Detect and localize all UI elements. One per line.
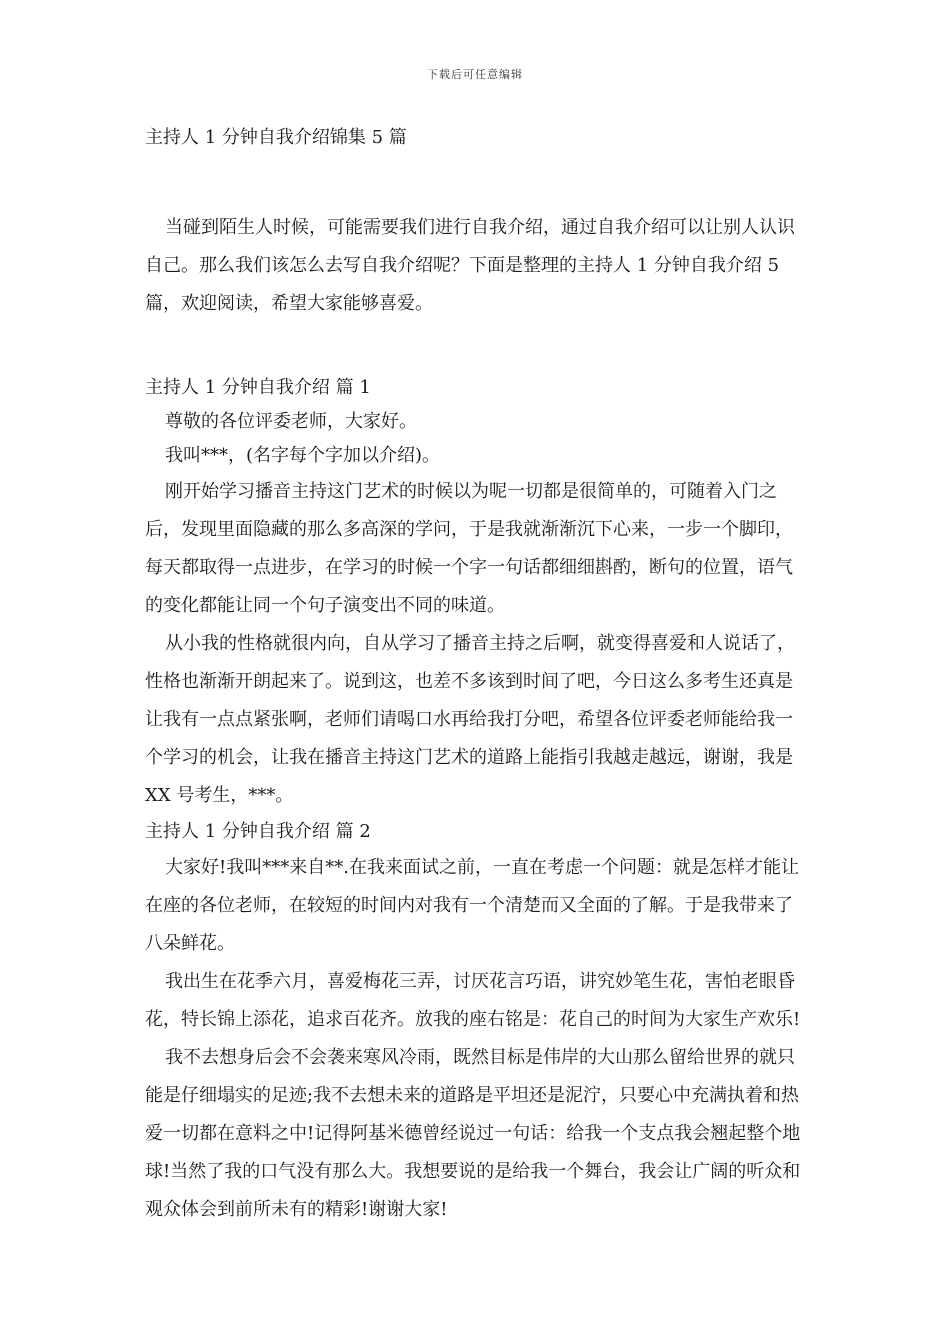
paragraph: 我出生在花季六月，喜爱梅花三弄，讨厌花言巧语，讲究妙笔生花，害怕老眼昏花，特长锦上添花，追求百花齐。放我的座右铭是：花自己的时间为大家生产欢乐! (145, 971, 801, 1030)
section-1 (145, 371, 807, 815)
section-2 (145, 815, 807, 1229)
paragraph: 从小我的性格就很内向，自从学习了播音主持之后啊，就变得喜爱和人说话了，性格也渐渐开朗起来了。说到这，也差不多该到时间了吧，今日这么多考生还真是让我有一点点紧张啊，老师们请喝口水再给我打分吧，希望各位评委老师能给我一个学习的机会，让我在播音主持这门艺术的道路上能指引我越走越远，谢谢，我是 XX 号考生，***。 (145, 633, 795, 806)
paragraph: 刚开始学习播音主持这门艺术的时候以为呢一切都是很简单的，可随着入门之后，发现里面隐藏的那么多高深的学问，于是我就渐渐沉下心来，一步一个脚印，每天都取得一点进步，在学习的时候一个字一句话都细细斟酌，断句的位置，语气的变化都能让同一个句子演变出不同的味道。 (145, 481, 793, 616)
intro-paragraph: 当碰到陌生人时候，可能需要我们进行自我介绍，通过自我介绍可以让别人认识自己。那么我们该怎么去写自我介绍呢？下面是整理的主持人 1 分钟自我介绍 5 篇，欢迎阅读，希望大家能够喜爱。 (145, 217, 795, 314)
paragraph: 尊敬的各位评委老师，大家好。 (165, 411, 417, 432)
page-header: 下载后可任意编辑 (427, 68, 523, 81)
section-title: 主持人 1 分钟自我介绍 篇 1 (145, 377, 371, 398)
paragraph: 我叫***，(名字每个字加以介绍)。 (165, 445, 441, 466)
paragraph: 大家好!我叫***来自**.在我来面试之前，一直在考虑一个问题：就是怎样才能让在座的各位老师，在较短的时间内对我有一个清楚而又全面的了解。于是我带来了八朵鲜花。 (145, 857, 799, 954)
section-title: 主持人 1 分钟自我介绍 篇 2 (145, 821, 371, 842)
document-title: 主持人 1 分钟自我介绍锦集 5 篇 (145, 127, 407, 148)
paragraph: 我不去想身后会不会袭来寒风冷雨，既然目标是伟岸的大山那么留给世界的就只能是仔细塌实的足迹;我不去想未来的道路是平坦还是泥泞，只要心中充满执着和热爱一切都在意料之中!记得阿基米德曾经说过一句话：给我一个支点我会翘起整个地球!当然了我的口气没有那么大。我想要说的是给我一个舞台，我会让广阔的听众和观众体会到前所未有的精彩!谢谢大家! (145, 1047, 801, 1220)
document-body (145, 124, 807, 1229)
